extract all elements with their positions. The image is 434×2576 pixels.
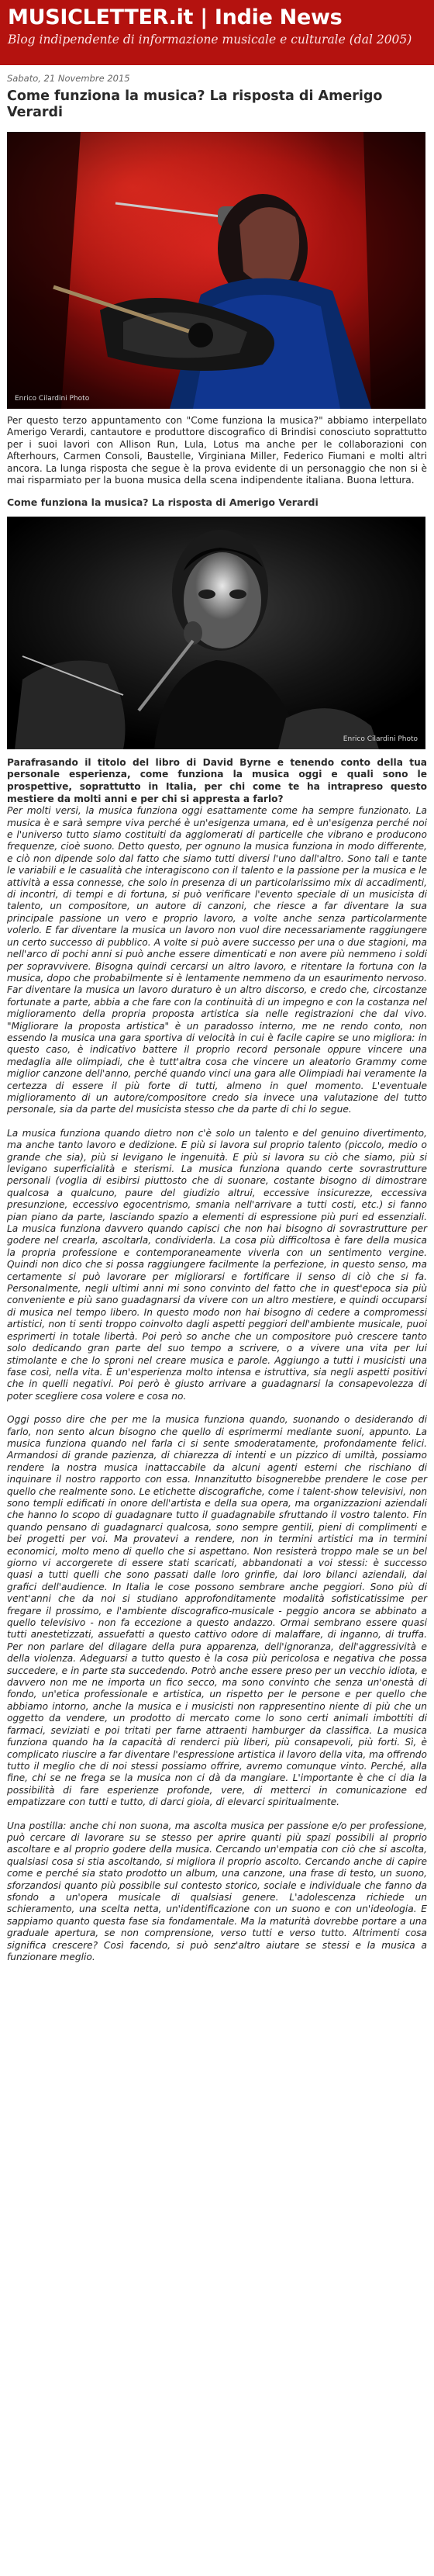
answer-paragraph: Una postilla: anche chi non suona, ma ascolta musica per passione e/o per professione, può cercare di lavorare su se stesso per aprire quanti più spazi possibili al proprio ascoltare e al proprio godere della musica. Cercando un'empatia con ciò che si ascolta, qualsiasi cosa si stia ascoltando, si migliora il proprio ascolto. Cercando anche di capire come e perché sia stato prodotto un album, una canzone, una frase di testo, un suono, sforzandosi quanto più possibile sul contesto storico, sociale e individuale che fanno da sfondo a un'opera musicale di qualsiasi genere. L'adolescenza richiede un schieramento, una scelta netta, un'identificazione con un suono e con un'ideologia. E sappiamo quanto questa fase sia fondamentale. Ma la maturità dovrebbe portare a una graduale apertura, se non comprensione, verso tutti e verso tutto. Altrimenti cosa significa crescere? Così facendo, si può senz'altro aiutare se stessi e la musica a funzionare meglio. [7,1820,427,1962]
photo-credit: Enrico Cilardini Photo [343,735,418,743]
photo-credit: Enrico Cilardini Photo [15,395,90,403]
article [0,65,434,1963]
masthead [0,0,434,65]
concert-photo-guitarist-image [7,132,425,409]
section-heading: Come funziona la musica? La risposta di Amerigo Verardi [7,496,319,509]
site-title[interactable]: MUSICLETTER.it | Indie News [8,5,343,29]
concert-photo-singer-image [7,517,425,749]
answer-paragraph: La musica funziona quando dietro non c'è solo un talento e del genuino divertimento, ma anche tanto lavoro e dedizione. E più si lavora sul proprio talento (piccolo, medio o grande che sia), più si levigano le ingenuità. E più si lavora su ciò che siamo, più si levigano superficialità e sterismi. La musica funziona quando certe sovrastrutture personali (voglia di esibirsi piuttosto che di suonare, costante bisogno di dimostrare qualcosa a qualcuno, paure del giudizio altrui, eccessive insicurezze, eccessiva presunzione, eccessivo egocentrismo, smania nell'arrivare a tutti costi, etc.) si fanno pian piano da parte, lasciando spazio a elementi di espressione più puri ed essenziali. La musica funziona davvero quando capisci che non hai bisogno di sovrastrutture per godere nel crearla, ascoltarla, condividerla. La cosa più difficoltosa è fare della musica la propria professione e contemporaneamente viverla con un sentimento vergine. Quindi non dico che si possa raggiungere facilmente la perfezione, in questo senso, ma certamente si può lavorare per migliorarsi e fortificare il senso di ciò che si fa. Personalmente, negli ultimi anni mi sono convinto del fatto che in quest'epoca sia più conveniente e più sano guadagnarsi da vivere con un altro mestiere, e quindi occuparsi di musica nel tempo libero. In questo modo non hai bisogno di cedere a compromessi artistici, non ti senti troppo coinvolto dagli aspetti peggiori dell'ambiente musicale, puoi esprimerti in totale libertà. Poi però so anche che un compositore può crescere tanto solo dedicando gran parte del suo tempo a scrivere, o a vivere una vita per lui stimolante e che lo sproni nel creare musica e parole. Aggiungo a tutti i musicisti una fase così, nella vita. È un'esperienza molto intensa e istruttiva, sia negli aspetti positivi che in quelli negativi. Poi però è giusto arrivare a guadagnarsi la consapevolezza di poter scegliere cosa volere e cosa no. [7,1127,427,1402]
answer-paragraph: Per molti versi, la musica funziona oggi esattamente come ha sempre funzionato. La musica è e sarà sempre viva perché è un'esigenza umana, ed è un'esigenza perché noi e l'universo tutto siamo costituiti da agglomerati di particelle che vibrano e producono frequenze, cioè suono. Detto questo, per ognuno la musica funziona in modo differente, e ciò non dipende solo dal fatto che siamo tutti diversi l'uno dall'altro. Sono tali e tante le variabili e le casualità che interagiscono con il talento e la passione per la musica e le attività a essa connesse, che solo in presenza di un particolarissimo mix di accadimenti, di incontri, di tempi e di fortuna, si può verificare l'evento speciale di un musicista di talento, un compositore, un autore di canzoni, che riesce a far diventare la sua principale passione un vero e proprio lavoro, a volte anche senza particolarmente volerlo. E far diventare la musica un lavoro non vuol dire necessariamente raggiungere un certo successo di pubblico. A volte si può avere successo per una o due stagioni, ma nell'arco di pochi anni si può anche essere dimenticati e non avere più nemmeno i soldi per sopravvivere. Bisogna quindi cercarsi un altro lavoro, e ritentare la fortuna con la musica, dopo che probabilmente si è lentamente nemmeno da un esaurimento nervoso. Far diventare la musica un lavoro duraturo è un altro discorso, e credo che, circostanze fortunate a parte, abbia a che fare con la continuità di un impegno e con la costanza nel miglioramento della propria proposta artistica sia nelle registrazioni che dal vivo. "Migliorare la proposta artistica" è un paradosso interno, me ne rendo conto, non essendo la musica una gara sportiva di velocità in cui è facile capire se uno migliora: in questo caso, è indicativo battere il proprio record personale oppure vincere una medaglia alle olimpiadi, che è tutt'altra cosa che vincere un aleatorio Grammy come miglior canzone dell'anno, perché quando vinci una gara alle Olimpiadi hai veramente la certezza di essere il più forte di tutti, almeno in quel momento. L'eventuale miglioramento di un autore/compositore credo sia invece una valutazione del tutto personale, sia da parte del musicista stesso che da parte di chi lo segue. [7,805,428,1115]
interview-question: Parafrasando il titolo del libro di David Byrne e tenendo conto della tua personale esperienza, come funziona la musica oggi e quali sono le prospettive, soprattutto in Italia, per chi come te ha intrapreso questo mestiere da molti anni e per chi si appresta a farlo? [7,756,427,804]
post-date: Sabato, 21 Novembre 2015 [7,73,130,84]
answer-paragraph: Oggi posso dire che per me la musica funziona quando, suonando o desiderando di farlo, non sento alcun bisogno che quello di esprimermi mediante suoni, appunto. La musica funziona quando nel farla ci si sente smoderatamente, profondamente felici. Armandosi di grande pazienza, di chiarezza di intenti e un pizzico di umiltà, possiamo rendere la nostra musica inattaccabile da alcuni agenti esterni che rischiano di inquinare il nostro rapporto con essa. Innanzitutto bisognerebbe prendere le cose per quello che realmente sono. Le etichette discografiche, come i talent-show televisivi, non sono templi edificati in onore dell'artista e della sua opera, ma organizzazioni aziendali che hanno lo scopo di guadagnare tutto il guadagnabile sfruttando il vostro talento. Fin quando pensano di guadagnarci qualcosa, sono sempre gentili, pieni di complimenti e bei progetti per voi. Ma provatevi a rendere, non in termini artistici ma in termini economici, molto meno di quello che si aspettano. Non resisterà troppo male se un bel giorno vi accorgerete di essere stati scaricati, abbandonati a voi stessi: è successo quasi a tutti quelli che sono passati dalle loro grinfie, dai loro bilanci aziendali, dai grafici dell'audience. In Italia le cose possono sembrare anche peggiori. Sono più di vent'anni che da noi si studiano approfonditamente modalità sofisticatissime per fregare il prossimo, e l'ambiente discografico-musicale - peggio ancora se abbinato a quello televisivo - non fa eccezione a questo andazzo. Ormai sembrano essere quasi tutti anestetizzati, assuefatti a questo cattivo odore di malaffare, di inganno, di truffa. Per non parlare del dilagare della pura apparenza, dell'ignoranza, dell'aggressività e della violenza. Adeguarsi a tutto questo è la cosa più pericolosa e negativa che possa succedere, e in parte sta succedendo. Potrò anche essere preso per un vecchio idiota, e davvero non me ne importa un fico secco, ma sono convinto che senza un'onestà di fondo, un'etica professionale e artistica, un rispetto per le persone e per quello che abbiamo intorno, anche la musica e i musicisti non rappresentino niente di più che un oggetto da vendere, un prodotto di mercato come lo sono certi animali imbottiti di farmaci, seviziati e poi tritati per farne attraenti hamburger da classifica. La musica funziona quando ha la capacità di renderci più liberi, più consapevoli, più forti. Sì, è complicato riuscire a far diventare l'espressione artistica il lavoro della vita, ma offrendo tutto il meglio che di noi stessi possiamo offrire, avremo comunque vinto. Perché, alla fine, chi se ne frega se la musica non ci dà da mangiare. L'importante è che ci dia la possibilità di fare esperienze profonde, vere, di metterci in comunicazione ed empatizzare con tutti e tutto, di darci gioia, di elevarci spiritualmente. [7,1414,427,1808]
intro-paragraph: Per questo terzo appuntamento con "Come funziona la musica?" abbiamo interpellato Amerigo Verardi, cantautore e produttore discografico di Brindisi conosciuto soprattutto per i suoi lavori con Allison Run, Lula, Lotus ma anche per le collaborazioni con Afterhours, Carmen Consoli, Baustelle, Virginiana Miller, Federico Fiumani e molti altri ancora. La lunga risposta che segue è la prova evidente di un personaggio che non si è mai risparmiato per la buona musica della scena indipendente italiana. Buona lettura. [7,415,427,486]
site-tagline: Blog indipendente di informazione musicale e culturale (dal 2005) [8,33,412,47]
post-title[interactable]: Come funziona la musica? La risposta di Amerigo Verardi [7,88,383,120]
concert-photo-singer [7,517,425,749]
concert-photo-guitarist [7,132,425,409]
